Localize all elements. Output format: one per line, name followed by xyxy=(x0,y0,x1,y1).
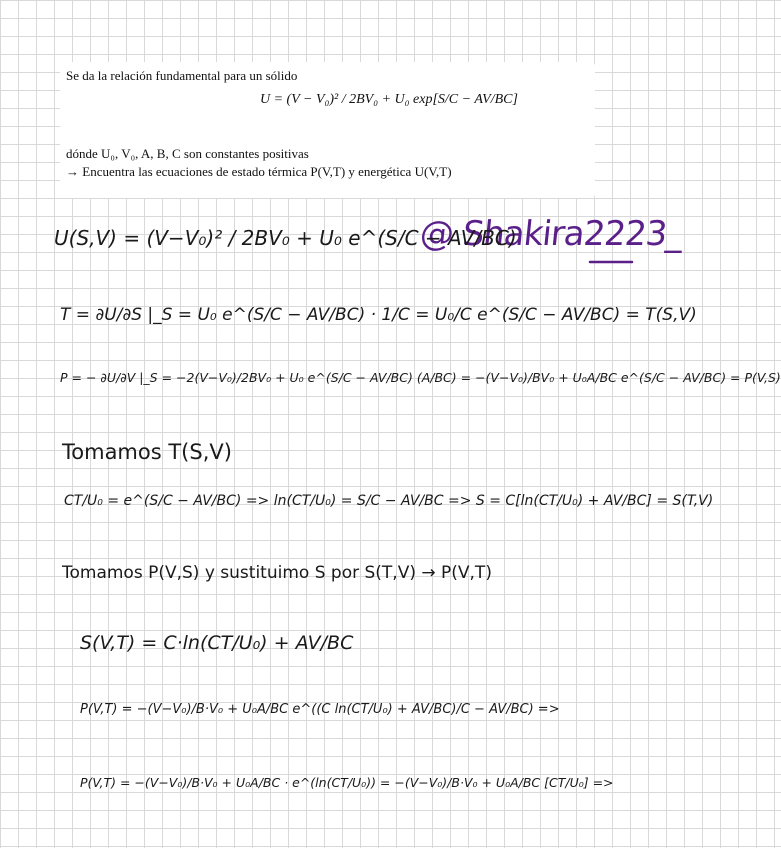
handwritten-PVT-equation-1: P(V,T) = −(V−V₀)/B·V₀ + U₀A/BC e^((C ln(CT/U₀) + AV/BC)/C − AV/BC) => xyxy=(80,702,560,717)
task-text: → Encuentra las ecuaciones de estado térmica P(V,T) y energética U(V,T) xyxy=(66,164,452,179)
heading-tomamos-T: Tomamos T(S,V) xyxy=(62,440,232,464)
fundamental-relation: U = (V − V₀)² / 2BV₀ + U₀ exp[S/C − AV/BC] xyxy=(260,92,518,107)
handwritten-SVT-equation: S(V,T) = C·ln(CT/U₀) + AV/BC xyxy=(80,632,354,654)
handwritten-U-equation: U(S,V) = (V−V₀)² / 2BV₀ + U₀ e^(S/C − AV/BC) xyxy=(54,226,517,250)
handwritten-T-equation: T = ∂U/∂S |_S = U₀ e^(S/C − AV/BC) · 1/C = U₀/C e^(S/C − AV/BC) = T(S,V) xyxy=(60,305,697,325)
intro-text: Se da la relación fundamental para un sólido xyxy=(66,68,298,83)
constants-text: dónde U₀, V₀, A, B, C son constantes positivas xyxy=(66,146,309,161)
heading-tomamos-P: Tomamos P(V,S) y sustituimo S por S(T,V) → P(V,T) xyxy=(62,563,492,583)
handwritten-P-equation: P = − ∂U/∂V |_S = −2(V−V₀)/2BV₀ + U₀ e^(S/C − AV/BC) (A/BC) = −(V−V₀)/BV₀ + U₀A/BC e^(S/C − AV/BC) = P(V,S) xyxy=(60,370,781,385)
handwritten-PVT-equation-2: P(V,T) = −(V−V₀)/B·V₀ + U₀A/BC · e^(ln(CT/U₀)) = −(V−V₀)/B·V₀ + U₀A/BC [CT/U₀] => xyxy=(80,775,614,790)
watermark-handle: @ Shakira2223_ xyxy=(417,214,685,254)
handwritten-S-equation: CT/U₀ = e^(S/C − AV/BC) => ln(CT/U₀) = S/C − AV/BC => S = C[ln(CT/U₀) + AV/BC] = S(T,V) xyxy=(64,493,714,509)
